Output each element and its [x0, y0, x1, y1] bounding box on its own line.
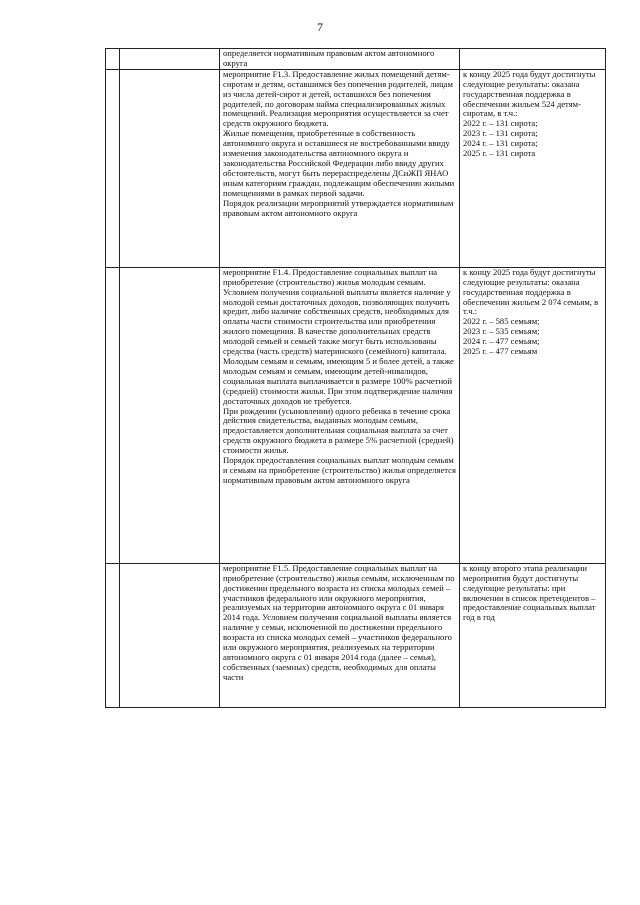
result-cell [460, 49, 606, 70]
program-measures-table [105, 48, 606, 708]
name-cell [120, 49, 220, 70]
measure-paragraph: Порядок предоставления социальных выплат молодым семьям и семьям на приобретение (строительство) жилья определяется нормативным правовым актом автономного округа [223, 455, 456, 485]
result-year-line: 2022 г. – 131 сирота; [463, 118, 538, 129]
measure-cell [220, 49, 460, 70]
measure-cell [220, 69, 460, 267]
result-text: к концу второго этапа реализации мероприятия будут достигнуты следующие результаты: при включении в список претендентов – предоставление социальных выплат год в год [463, 562, 596, 623]
measure-paragraph: мероприятие F1.3. Предоставление жилых помещений детям-сиротам и детям, оставшимся без попечения родителей, лицам из числа детей-сирот и детей, оставшихся без попечения родителей, по договорам найма специализированных жилых помещений. Реализация мероприятия осуществляется за счет средств окружного бюджета. [223, 68, 453, 129]
measure-cell [220, 563, 460, 707]
measure-paragraph: мероприятие F1.5. Предоставление социальных выплат на приобретение (строительство) жилья семьям, исключенным по достижении предельного возраста из списка молодых семей – участников федерального или окружного мероприятия, реализуемых на территории автономного округа с 01 января 2014 года. Условием получения социальной выплаты является наличие у семьи, исключенной по достижении предельного возраста из списка молодых семей – участников федерального или окружного мероприятия, реализуемых на территории автономного округа с 01 января 2014 года (далее – семья), собственных (заемных) средств, необходимых для оплаты части [223, 562, 455, 682]
result-year-line: 2023 г. – 131 сирота; [463, 128, 538, 139]
index-cell [106, 563, 120, 707]
result-year-line: 2023 г. – 535 семьям; [463, 326, 540, 337]
result-text: к концу 2025 года будут достигнуты следующие результаты: оказана государственная поддержка в обеспечении жильем 524 детям-сиротам, в т.ч.: [463, 68, 596, 119]
name-cell [120, 69, 220, 267]
measure-paragraph: определяется нормативным правовым актом автономного округа [223, 48, 435, 68]
measure-cell [220, 267, 460, 563]
table-row [106, 267, 606, 563]
result-cell [460, 563, 606, 707]
index-cell [106, 49, 120, 70]
result-cell [460, 267, 606, 563]
page-number: 7 [317, 20, 323, 34]
index-cell [106, 267, 120, 563]
measure-paragraph: Молодым семьям и семьям, имеющим 5 и более детей, а также молодым семьям и семьям, имеющим детей-инвалидов, социальная выплата выплачивается в размере 100% расчетной (средней) стоимости жилья. При этом подтверждение наличия достаточных доходов не требуется. [223, 355, 454, 406]
name-cell [120, 267, 220, 563]
result-year-line: 2024 г. – 477 семьям; [463, 336, 540, 347]
result-year-line: 2025 г. – 131 сирота [463, 148, 536, 159]
result-text: к концу 2025 года будут достигнуты следующие результаты: оказана государственная поддержка в обеспечении жильем 2 074 семьям, в т.ч.: [463, 266, 599, 317]
result-year-line: 2025 г. – 477 семьям [463, 346, 538, 357]
name-cell [120, 563, 220, 707]
measure-paragraph: Порядок реализации мероприятий утверждается нормативным правовым актом автономного округа [223, 197, 454, 218]
measure-paragraph: Жилые помещения, приобретенные в собственность автономного округа и оставшиеся не востребованными ввиду изменения законодательства автономного округа и законодательства Российской Федерации либо ввиду других обстоятельств, могут быть перераспределены ДСиЖП ЯНАО иным категориям граждан, подлежащим обеспечению жилыми помещениями в рамках первой задачи. [223, 128, 455, 198]
result-year-line: 2022 г. – 585 семьям; [463, 316, 540, 327]
table-row [106, 49, 606, 70]
result-year-line: 2024 г. – 131 сирота; [463, 138, 538, 149]
table-row [106, 563, 606, 707]
measure-paragraph: мероприятие F1.4. Предоставление социальных выплат на приобретение (строительство) жилья молодым семьям. Условием получения социальной выплаты является наличие у молодой семьи достаточных доходов, позволяющих получить кредит, либо наличие собственных средств, необходимых для оплаты части стоимости строительства или приобретения жилого помещения. В качестве дополнительных средств молодой семьей и семьей также могут быть использованы средства (часть средств) материнского (семейного) капитала. [223, 266, 451, 357]
measure-paragraph: При рождении (усыновлении) одного ребенка в течение срока действия свидетельства, выданных молодым семьям, предоставляется дополнительная социальная выплата за счет средств окружного бюджета в размере 5% расчетной (средней) стоимости жилья. [223, 405, 454, 456]
table-row [106, 69, 606, 267]
index-cell [106, 69, 120, 267]
result-cell [460, 69, 606, 267]
